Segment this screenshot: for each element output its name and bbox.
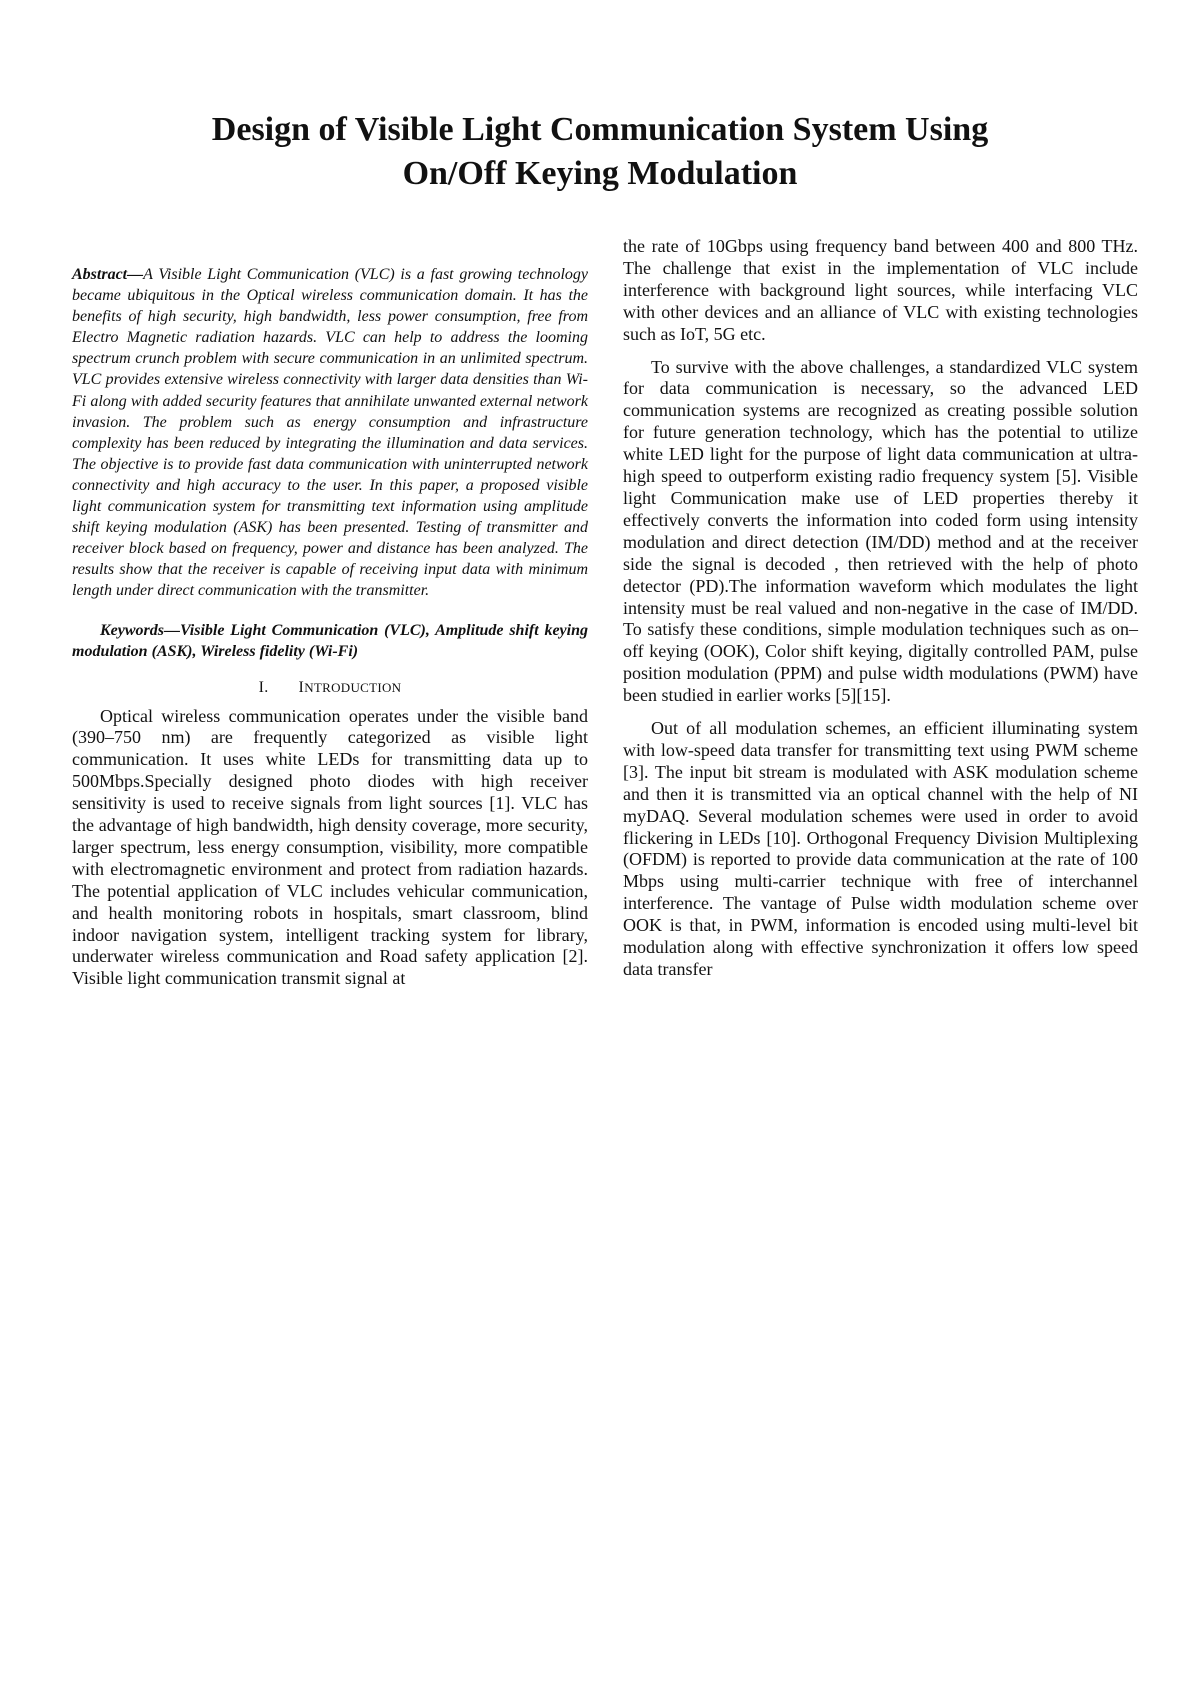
intro-paragraph-1: Optical wireless communication operates under the visible band (390–750 nm) are frequently categorized as visible light communication. It uses white LEDs for transmitting data up to 500Mbps.Specially designed photo diodes with high receiver sensitivity is used to receive signals from light sources [1]. VLC has the advantage of high bandwidth, high density coverage, more security, larger spectrum, less energy consumption, visibility, more compatible with electromagnetic environment and protect from radiation hazards. The potential application of VLC includes vehicular communication, and health monitoring robots in hospitals, smart classroom, blind indoor navigation system, intelligent tracking system for library, underwater wireless communication and Road safety application [2]. Visible light communication transmit signal at <box>72 705 588 989</box>
section-number: I. <box>258 678 269 696</box>
intro-paragraph-1-continued: the rate of 10Gbps using frequency band between 400 and 800 THz. The challenge that exist in the implementation of VLC include interference with background light sources, while interfacing VLC with other devices and an alliance of VLC with existing technologies such as IoT, 5G etc. <box>623 236 1138 344</box>
keywords-label: Keywords <box>100 621 164 639</box>
abstract-label: Abstract <box>72 266 128 283</box>
paper-title <box>0 108 1200 196</box>
keywords <box>72 620 588 662</box>
intro-paragraph-2: To survive with the above challenges, a standardized VLC system for data communication is necessary, so the advanced LED communication systems are recognized as creating possible solution for future generation technology, which has the potential to utilize white LED light for the purpose of light data communication at ultra-high speed to outperform existing radio frequency system [5]. Visible light Communication make use of LED properties thereby it effectively converts the information into coded form using intensity modulation and direct detection (IM/DD) method and at the receiver side the signal is decoded , then retrieved with the help of photo detector (PD).The information waveform which modulates the light intensity must be real valued and non-negative in the case of IM/DD. To satisfy these conditions, simple modulation techniques such as on–off keying (OOK), Color shift keying, digitally controlled PAM, pulse position modulation (PPM) and pulse width modulations (PWM) have been studied in earlier works [5][15]. <box>623 356 1138 706</box>
intro-paragraph-3: Out of all modulation schemes, an efficient illuminating system with low-speed data transfer for transmitting text using PWM scheme [3]. The input bit stream is modulated with ASK modulation scheme and then it is transmitted via an optical channel with the help of NI myDAQ. Several modulation schemes were used in order to avoid flickering in LEDs [10]. Orthogonal Frequency Division Multiplexing (OFDM) is reported to provide data communication at the rate of 100 Mbps using multi-carrier technique with free of interchannel interference. The vantage of Pulse width modulation scheme over OOK is that, in PWM, information is encoded using multi-level bit modulation along with effective synchronization it offers low speed data transfer <box>623 718 1138 979</box>
keywords-dash: — <box>164 621 180 639</box>
right-column <box>623 236 1138 981</box>
abstract-text: A Visible Light Communication (VLC) is a fast growing technology became ubiquitous in the Optical wireless communication domain. It has the benefits of high security, high bandwidth, less power consumption, free from Electro Magnetic radiation hazards. VLC can help to address the looming spectrum crunch problem with secure communication in an unlimited spectrum. VLC provides extensive wireless connectivity with larger data densities than Wi-Fi along with added security features that annihilate unwanted external network invasion. The problem such as energy consumption and infrastructure complexity has been reduced by integrating the illumination and data services. The objective is to provide fast data communication with uninterrupted network connectivity and high accuracy to the user. In this paper, a proposed visible light communication system for transmitting text information using amplitude shift keying modulation (ASK) has been presented. Testing of transmitter and receiver block based on frequency, power and distance has been analyzed. The results show that the receiver is capable of receiving input data with minimum length under direct communication with the transmitter. <box>72 266 588 600</box>
abstract-dash: — <box>127 266 144 283</box>
abstract <box>72 264 588 602</box>
paper-title-line-2: On/Off Keying Modulation <box>402 155 798 192</box>
section-title-initial: I <box>298 678 305 696</box>
paper-title-line-1: Design of Visible Light Communication System Using <box>211 111 989 148</box>
keywords-text: Visible Light Communication (VLC), Amplitude shift keying modulation (ASK), Wireless fidelity (Wi-Fi) <box>72 621 588 660</box>
section-title-rest: NTRODUCTION <box>304 679 402 695</box>
section-heading-introduction <box>72 678 588 698</box>
left-column <box>72 264 588 990</box>
